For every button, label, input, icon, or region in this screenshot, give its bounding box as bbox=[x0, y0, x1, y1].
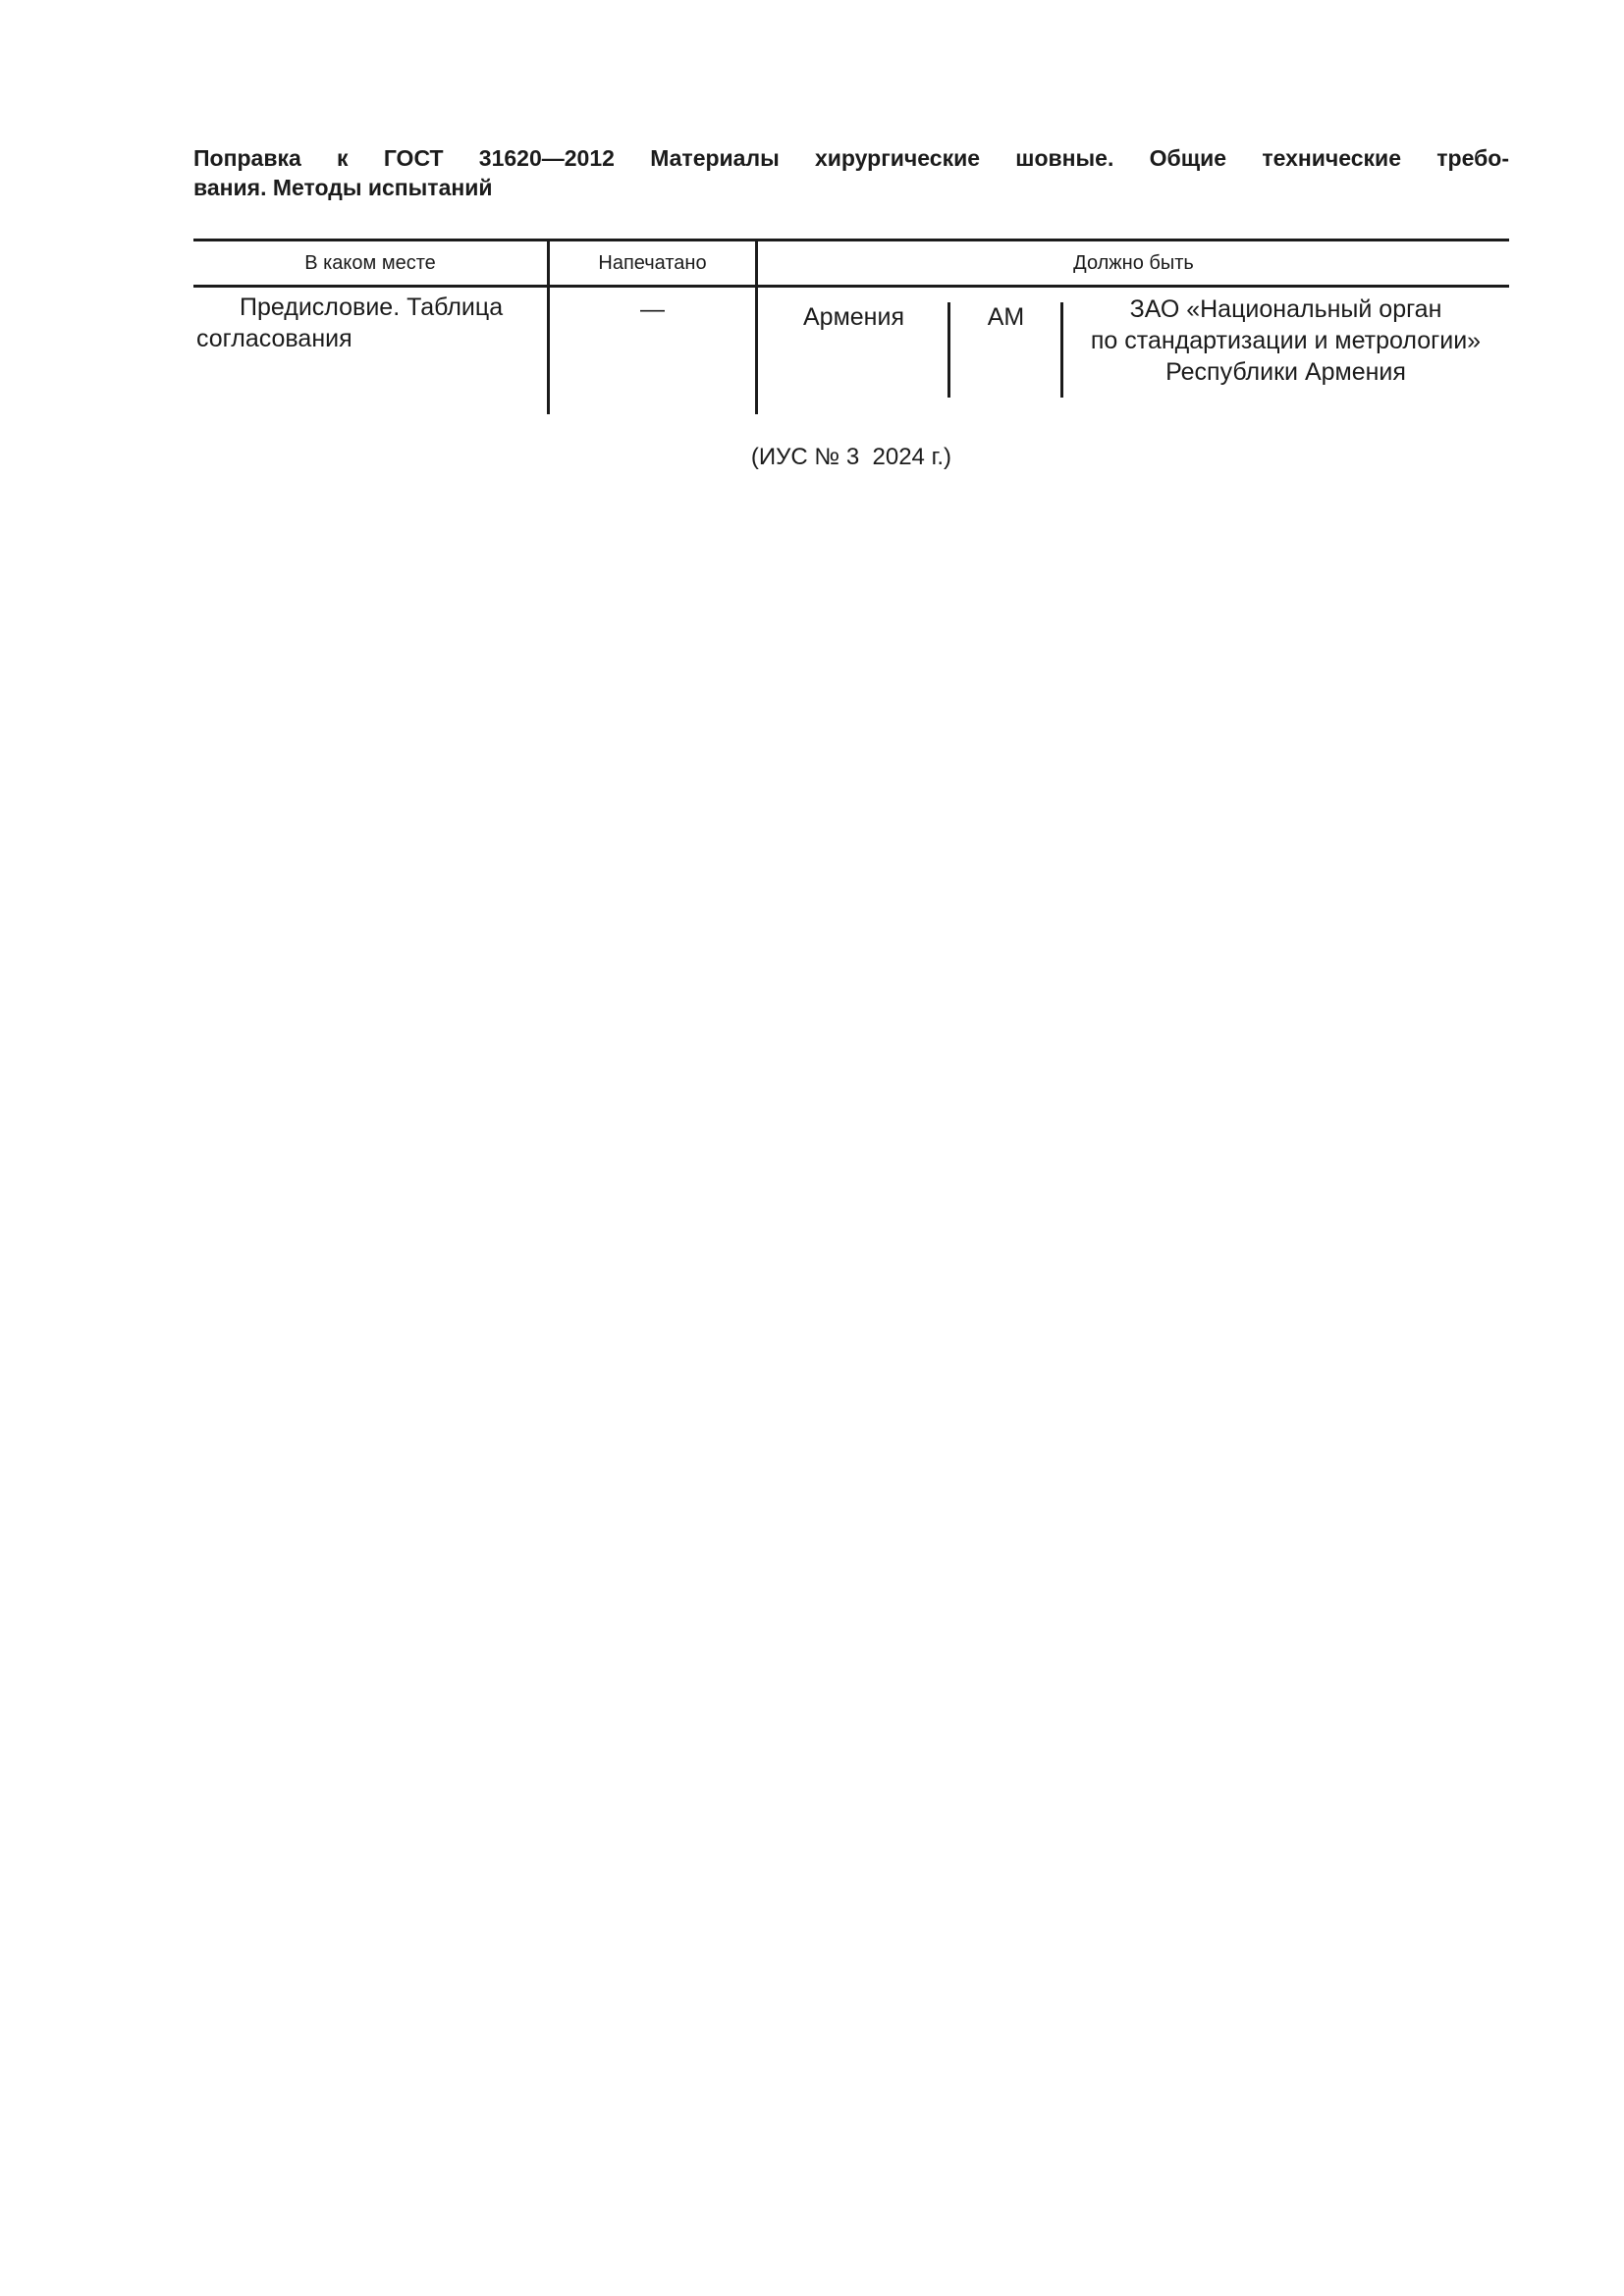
cell-organization bbox=[1062, 288, 1509, 414]
vertical-divider bbox=[1060, 302, 1063, 398]
cell-printed: — bbox=[550, 288, 758, 414]
table-header-row bbox=[193, 239, 1509, 288]
ius-issue-note: (ИУС № 3 2024 г.) bbox=[750, 444, 952, 470]
organization-line-3: Республики Армения bbox=[1165, 358, 1406, 386]
country-label: Армения bbox=[803, 303, 904, 331]
header-cell-place: В каком месте bbox=[193, 241, 550, 285]
correction-title-line-2: вания. Методы испытаний bbox=[193, 175, 493, 200]
cell-should-be bbox=[758, 288, 1509, 414]
table-row bbox=[193, 288, 1509, 414]
header-cell-should-be: Должно быть bbox=[1073, 252, 1194, 274]
cell-country bbox=[758, 288, 949, 414]
cell-place: Предисловие. Таблица согласования bbox=[193, 288, 550, 414]
organization-line-2: по стандартизации и метрологии» bbox=[1090, 327, 1482, 354]
correction-table bbox=[193, 239, 1509, 414]
header-cell-printed: Напечатано bbox=[550, 241, 758, 285]
correction-title-line-1: Поправка к ГОСТ 31620—2012 Материалы хирургические шовные. Общие технические требо- bbox=[193, 145, 1509, 171]
organization-line-1: ЗАО «Национальный орган bbox=[1129, 295, 1442, 323]
cell-country-code bbox=[949, 288, 1062, 414]
country-code-label: АМ bbox=[987, 303, 1025, 331]
correction-title bbox=[193, 143, 1509, 202]
